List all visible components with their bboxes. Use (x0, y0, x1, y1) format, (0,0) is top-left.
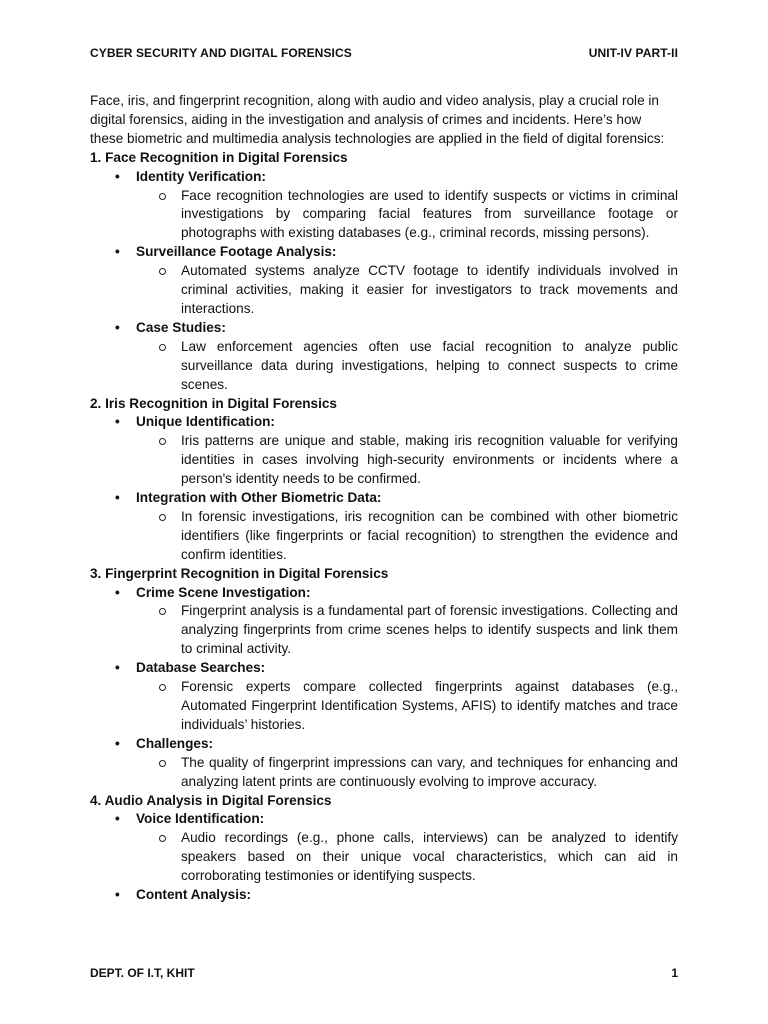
bullet-list (90, 810, 678, 905)
sections-container (90, 149, 678, 905)
section-title: 1. Face Recognition in Digital Forensics (90, 149, 348, 165)
bullet-heading: • Crime Scene Investigation: (136, 584, 311, 600)
page-content (90, 92, 678, 905)
section-title: 4. Audio Analysis in Digital Forensics (90, 792, 332, 808)
sub-bullet-list (136, 754, 678, 792)
bullet-list (90, 584, 678, 792)
bullet-item (90, 413, 678, 489)
sub-bullet-list (136, 602, 678, 659)
bullet-item (90, 810, 678, 886)
bullet-heading: • Content Analysis: (136, 887, 252, 903)
page-number: 1 (671, 966, 678, 980)
sub-bullet-text: Face recognition technologies are used to identify suspects or victims in criminal investigations by comparing facial features from surveillance footage or photographs with existing databases (e.g., criminal records, missing persons). (136, 187, 678, 244)
footer-department: DEPT. OF I.T, KHIT (90, 966, 195, 980)
sub-bullet-text: Audio recordings (e.g., phone calls, interviews) can be analyzed to identify speakers based on their unique vocal characteristics, which can aid in corroborating testimonies or identifying suspects. (136, 829, 678, 886)
bullet-item (90, 168, 678, 244)
bullet-item (90, 319, 678, 395)
sub-bullet-list (136, 678, 678, 735)
bullet-heading: • Unique Identification: (136, 414, 275, 430)
bullet-heading: • Database Searches: (136, 660, 266, 676)
sub-bullet-text: Iris patterns are unique and stable, making iris recognition valuable for verifying identities in cases involving high-security environments or incidents where a person's identity needs to be confirmed. (136, 432, 678, 489)
sub-bullet-list (136, 508, 678, 565)
bullet-heading: • Case Studies: (136, 319, 226, 335)
section (90, 395, 678, 565)
bullet-item (90, 659, 678, 735)
bullet-heading: • Surveillance Footage Analysis: (136, 244, 337, 260)
bullet-item (90, 584, 678, 660)
sub-bullet-text: Fingerprint analysis is a fundamental part of forensic investigations. Collecting and analyzing fingerprints from crime scenes helps to identify suspects and link them to criminal activity. (136, 602, 678, 659)
bullet-heading: • Voice Identification: (136, 811, 265, 827)
bullet-heading: • Challenges: (136, 735, 214, 751)
section-title: 3. Fingerprint Recognition in Digital Forensics (90, 565, 389, 581)
sub-bullet-list (136, 338, 678, 395)
sub-bullet-text: In forensic investigations, iris recognition can be combined with other biometric identifiers (like fingerprints or facial recognition) to strengthen the evidence and confirm identities. (136, 508, 678, 565)
bullet-item (90, 735, 678, 792)
page-footer (90, 966, 678, 980)
sub-bullet-list (136, 829, 678, 886)
bullet-item (90, 886, 678, 905)
bullet-item (90, 489, 678, 565)
section (90, 792, 678, 905)
intro-paragraph: Face, iris, and fingerprint recognition, along with audio and video analysis, play a crucial role in digital forensics, aiding in the investigation and analysis of crimes and incidents. Here’s how these biometric and multimedia analysis technologies are applied in the field of digital forensics: (90, 93, 665, 146)
bullet-heading: • Integration with Other Biometric Data: (136, 490, 382, 506)
bullet-heading: • Identity Verification: (136, 168, 266, 184)
sub-bullet-list (136, 262, 678, 319)
sub-bullet-list (136, 187, 678, 244)
section (90, 565, 678, 792)
bullet-item (90, 243, 678, 319)
sub-bullet-list (136, 432, 678, 489)
header-unit-label: UNIT-IV PART-II (588, 46, 678, 60)
section (90, 149, 678, 395)
sub-bullet-text: Forensic experts compare collected fingerprints against databases (e.g., Automated Fingerprint Identification Systems, AFIS) to identify matches and trace individuals’ histories. (136, 678, 678, 735)
sub-bullet-text: Automated systems analyze CCTV footage to identify individuals involved in criminal activities, making it easier for investigators to track movements and interactions. (136, 262, 678, 319)
bullet-list (90, 168, 678, 395)
header-course-title: CYBER SECURITY AND DIGITAL FORENSICS (90, 46, 352, 60)
sub-bullet-text: The quality of fingerprint impressions can vary, and techniques for enhancing and analyzing latent prints are continuously evolving to improve accuracy. (136, 754, 678, 792)
bullet-list (90, 413, 678, 564)
sub-bullet-text: Law enforcement agencies often use facial recognition to analyze public surveillance data during investigations, helping to connect suspects to crime scenes. (136, 338, 678, 395)
page-header (90, 46, 678, 60)
section-title: 2. Iris Recognition in Digital Forensics (90, 395, 337, 411)
